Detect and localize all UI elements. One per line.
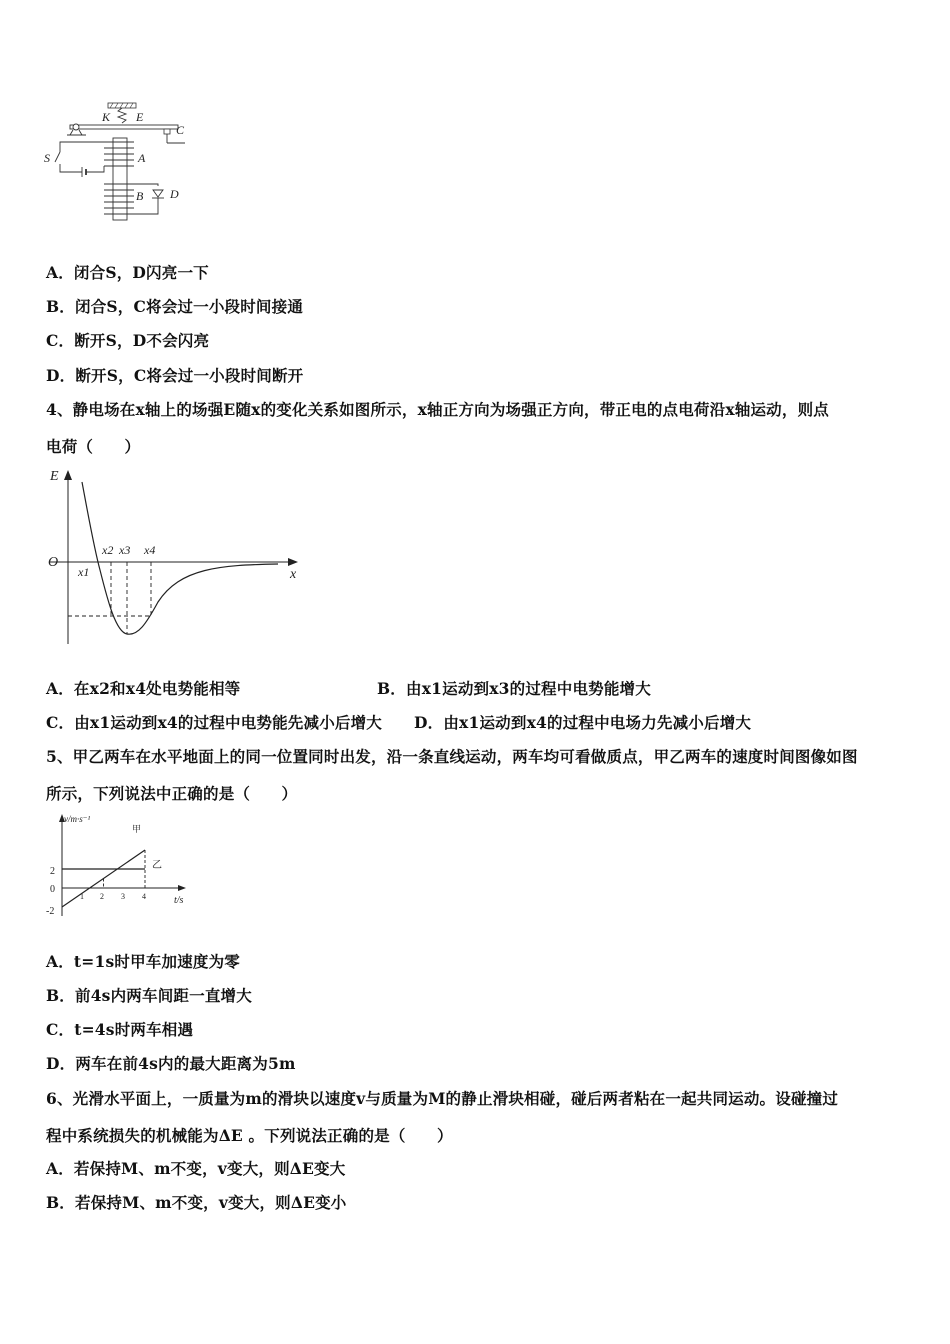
vt-xtick-2: 2 [100,892,104,901]
relay-circuit-figure [40,100,200,225]
q3-option-d: D．断开S，C将会过一小段时间断开 [46,366,304,385]
vt-ytick-2: 2 [50,866,55,877]
label-D: D [170,187,179,201]
q3-option-b: B．闭合S，C将会过一小段时间接通 [46,297,304,316]
vt-series-label-jia: 甲 [132,824,142,834]
q4-option-a: A．在x2和x4处电势能相等 [46,679,241,698]
label-x2: x2 [102,543,114,557]
label-K: K [102,110,111,124]
q5-stem-line2: 所示，下列说法中正确的是（ ） [46,784,298,803]
label-C: C [176,123,185,137]
label-E: E [136,110,144,124]
label-A: A [138,151,146,165]
velocity-time-chart [40,808,200,923]
vt-xtick-4: 4 [142,892,146,901]
q4-option-c: C．由x1运动到x4的过程中电势能先减小后增大 [46,713,382,732]
q6-stem-line2: 程中系统损失的机械能为ΔE 。下列说法正确的是（ ） [46,1126,453,1145]
axis-label-E: E [50,469,59,484]
q4-stem-line2: 电荷（ ） [46,437,141,456]
q5-option-a: A．t=1s时甲车加速度为零 [46,952,240,971]
vt-ylabel: v/m·s⁻¹ [64,814,91,824]
label-x3: x3 [119,543,131,557]
vt-xtick-1: 1 [80,892,84,901]
q3-option-c: C．断开S，D不会闪亮 [46,331,210,350]
q4-option-b: B．由x1运动到x3的过程中电势能增大 [377,679,651,698]
q3-option-a: A．闭合S，D闪亮一下 [46,263,209,282]
q4-stem-line1: 4、静电场在x轴上的场强E随x的变化关系如图所示，x轴正方向为场强正方向，带正电的点电荷沿x轴运动，则点 [46,400,829,419]
vt-xlabel: t/s [174,895,184,906]
q5-stem-line1: 5、甲乙两车在水平地面上的同一位置同时出发，沿一条直线运动，两车均可看做质点，甲乙两车的速度时间图像如图 [46,747,858,766]
origin-label: O [48,555,59,570]
vt-series-label-yi: 乙 [152,860,162,871]
q6-stem-line1: 6、光滑水平面上，一质量为m的滑块以速度v与质量为M的静止滑块相碰，碰后两者粘在一起共同运动。设碰撞过 [46,1089,839,1108]
q5-option-b: B．前4s内两车间距一直增大 [46,986,252,1005]
field-strength-graph [40,462,310,652]
q5-option-d: D．两车在前4s内的最大距离为5m [46,1054,296,1073]
vt-ytick-neg2: -2 [46,906,55,917]
q6-option-b: B．若保持M、m不变，v变大，则ΔE变小 [46,1193,347,1212]
axis-label-x: x [290,567,297,582]
vt-xtick-3: 3 [121,892,125,901]
q6-option-a: A．若保持M、m不变，v变大，则ΔE变大 [46,1159,346,1178]
q4-option-d: D．由x1运动到x4的过程中电场力先减小后增大 [414,713,752,732]
label-S: S [44,151,50,165]
vt-ytick-0: 0 [50,884,55,895]
q5-option-c: C．t=4s时两车相遇 [46,1020,194,1039]
label-B: B [136,189,144,203]
label-x1: x1 [78,565,90,579]
label-x4: x4 [144,543,156,557]
